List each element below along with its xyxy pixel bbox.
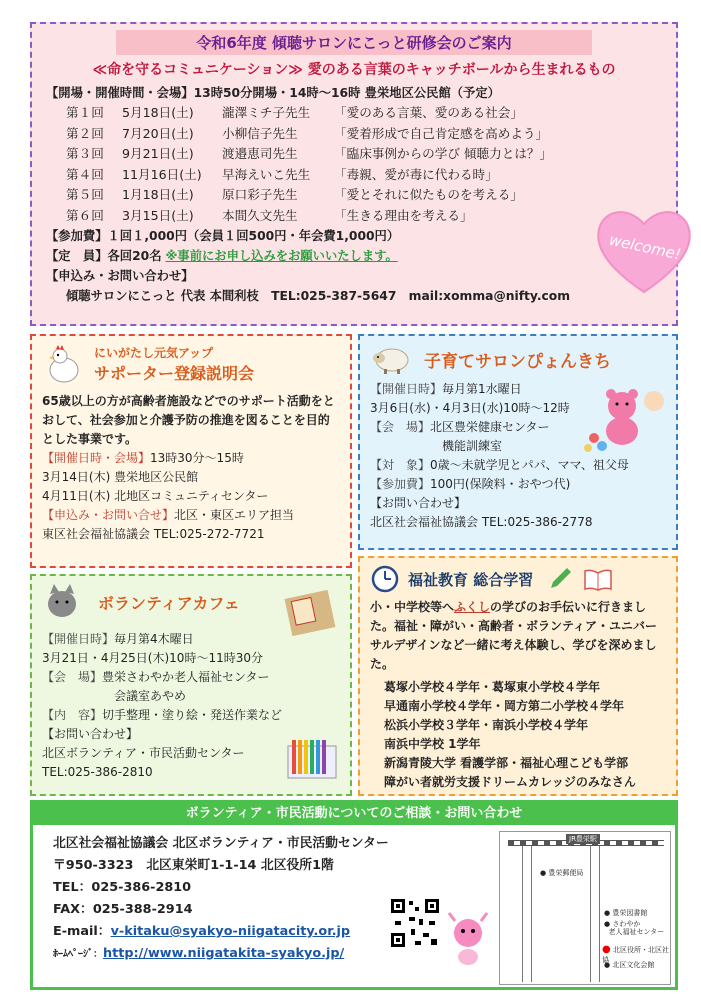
lecture-no: 第６回 xyxy=(66,207,104,223)
contact-org: 北区社会福祉協議会 北区ボランティア・市民活動センター xyxy=(53,836,389,851)
childcare-header xyxy=(370,342,666,376)
map[interactable] xyxy=(499,831,671,985)
lecture-teacher: 小柳信子先生 xyxy=(222,125,298,141)
email-link[interactable]: v-kitaku@syakyo-niigatacity.or.jp xyxy=(110,924,351,939)
school-item: 南浜中学校 1学年 xyxy=(384,737,481,751)
supporter-date-label: 【開催日時・会場】 xyxy=(42,451,151,465)
cafe-date-label: 【開催日時】 xyxy=(42,632,115,646)
map-post-office: ● 豊栄郵便局 xyxy=(540,869,584,877)
book-icon xyxy=(583,567,613,591)
sheep-icon xyxy=(370,342,410,376)
childcare-section xyxy=(358,334,678,550)
supporter-line1: 3月14日(木) 豊栄地区公民館 xyxy=(42,470,199,484)
seminar-subtitle: ≪命を守るコミュニケーション≫ 愛のある言葉のキャッチボールから生まれるもの xyxy=(92,62,616,78)
fee-line xyxy=(46,226,662,246)
lecture-row xyxy=(46,206,662,227)
supporter-titles xyxy=(94,344,254,384)
cafe-contact-tel: TEL:025-386-2810 xyxy=(42,765,153,779)
welfare-desc-pre: 小・中学校等へ xyxy=(370,600,455,614)
lecture-teacher: 早海えいこ先生 xyxy=(222,166,311,182)
childcare-contact-label: 【お問い合わせ】 xyxy=(370,496,467,510)
welfare-desc-post: の学びのお手伝いに行きました。福祉・障がい・高齢者・ボランティア・ユニバーサルデザインなど一緒に考え体験し、学びを深めました。 xyxy=(370,600,658,671)
cafe-contact-label: 【お問い合わせ】 xyxy=(42,727,139,741)
pencil-icon xyxy=(547,566,573,592)
stamp-icon xyxy=(284,590,336,636)
schedule-line xyxy=(46,83,662,103)
clock-icon xyxy=(370,564,400,594)
supporter-section xyxy=(30,334,352,568)
contact-bar: ボランティア・市民活動についてのご相談・お問い合わせ xyxy=(33,803,675,825)
lecture-no: 第５回 xyxy=(66,187,104,202)
lecture-teacher: 原口彩子先生 xyxy=(222,187,298,202)
map-station: JR豊栄駅 xyxy=(566,834,600,844)
lecture-row xyxy=(46,103,662,124)
lecture-date: 7月20日(土) xyxy=(122,125,194,141)
cafe-content-value: 切手整理・塗り絵・発送作業など xyxy=(102,708,283,722)
lecture-row xyxy=(46,185,662,206)
lecture-date: 1月18日(土) xyxy=(122,187,194,202)
web-link[interactable]: http://www.niigatakita-syakyo.jp/ xyxy=(103,946,345,961)
lecture-no: 第３回 xyxy=(66,146,104,161)
mascot-icon xyxy=(445,911,491,967)
map-hall-label: 北区文化会館 xyxy=(612,961,655,969)
childcare-contact-value: 北区社会福祉協議会 TEL:025-386-2778 xyxy=(370,515,593,529)
supporter-line2: 4月11日(木) 北地区コミュニティセンター xyxy=(42,489,269,503)
cafe-heading: ボランティアカフェ xyxy=(98,593,240,613)
lecture-topic: 「生きる理由を考える」 xyxy=(334,207,473,223)
lecture-row xyxy=(46,144,662,165)
contact-line xyxy=(46,266,662,286)
contact-value xyxy=(46,286,662,306)
welcome-badge-text: welcome! xyxy=(607,230,683,264)
school-item: 早通南小学校４学年・岡方第二小学校４学年 xyxy=(384,699,625,713)
childcare-target-label: 【対 象】 xyxy=(370,458,431,472)
contact-text: 傾聴サロンにこっと 代表 本間利枝 TEL:025-387-5647 mail:xomma@nifty.com xyxy=(66,289,571,303)
capacity-label: 【定 員】 xyxy=(46,249,108,263)
toys-icon xyxy=(582,376,668,456)
road-vertical xyxy=(522,846,532,982)
welfare-desc-highlight: ふくし xyxy=(454,600,491,614)
fee-value: １回１,000円（会員１回500円・年会費1,000円） xyxy=(107,229,400,243)
contact-tel: TEL：025-386-2810 xyxy=(53,880,192,895)
welfare-description xyxy=(370,598,666,674)
school-item: 障がい者就労支援ドリームカレッジのみなさん xyxy=(384,775,636,789)
lecture-topic: 「愛のある言葉、愛のある社会」 xyxy=(334,105,523,120)
capacity-value: 各回20名 xyxy=(107,249,162,263)
school-item: 新潟青陵大学 看護学部・福祉心理こども学部 xyxy=(384,756,629,770)
schedule-value: 13時50分開場・14時～16時 豊栄地区公民館（予定） xyxy=(193,86,500,100)
contact-label: 【申込み・お問い合わせ】 xyxy=(46,269,194,283)
cafe-place-room: 会議室あやめ xyxy=(114,689,187,703)
cat-icon xyxy=(42,582,82,622)
map-center-label1: さわやか xyxy=(612,920,641,928)
map-center: ● さわやか 老人福祉センター xyxy=(604,920,665,936)
childcare-target-value: 0歳～未就学児とパパ、ママ、祖父母 xyxy=(430,458,629,472)
school-item: 葛塚小学校４学年・葛塚東小学校４学年 xyxy=(384,680,601,694)
childcare-place-room: 機能訓練室 xyxy=(442,439,503,453)
contact-fax: FAX：025-388-2914 xyxy=(53,902,193,917)
supporter-contact-value: 北区・東区エリア担当 xyxy=(174,508,295,522)
childcare-place-value: 北区豊栄健康センター xyxy=(430,420,550,434)
cafe-place-line xyxy=(42,668,340,687)
cafe-content-line xyxy=(42,706,340,725)
map-post-label: 豊栄郵便局 xyxy=(548,869,584,877)
cafe-place-value: 豊栄さわやか老人福祉センター xyxy=(102,670,270,684)
childcare-fee-line xyxy=(370,475,666,494)
lecture-teacher: 本間久文先生 xyxy=(222,207,298,223)
childcare-fee-label: 【参加費】 xyxy=(370,477,431,491)
supporter-date-line xyxy=(42,449,340,468)
supporter-contact-line xyxy=(42,506,340,525)
map-hall: ● 北区文化会館 xyxy=(604,961,655,969)
school-item: 松浜小学校３学年・南浜小学校４学年 xyxy=(384,718,589,732)
supporter-contact-label: 【申込み・お問い合せ】 xyxy=(42,508,175,522)
map-library-label: 豊栄図書館 xyxy=(612,909,648,917)
map-library: ● 豊栄図書館 xyxy=(604,909,648,917)
lecture-teacher: 渡邉恵司先生 xyxy=(222,146,298,161)
lecture-date: 11月16日(土) xyxy=(122,166,202,182)
map-office-label: 北区役所・北区社協 xyxy=(602,946,669,964)
childcare-date-value: 毎月第1水曜日 xyxy=(442,382,522,396)
lecture-date: 9月21日(土) xyxy=(122,146,194,161)
lecture-teacher: 瀧澤ミチ子先生 xyxy=(222,105,311,120)
lecture-list xyxy=(46,103,662,226)
lecture-topic: 「愛着形成で自己肯定感を高めよう」 xyxy=(334,125,549,141)
volunteer-cafe-section xyxy=(30,574,352,796)
lecture-topic: 「臨床事例からの学び 傾聴力とは？」 xyxy=(334,146,553,161)
supporter-header xyxy=(42,342,340,386)
supporter-heading2: サポーター登録説明会 xyxy=(94,364,255,383)
welfare-heading: 福祉教育 総合学習 xyxy=(408,570,534,589)
lecture-topic: 「毒親、愛が毒に代わる時」 xyxy=(334,166,498,182)
cafe-place-label: 【会 場】 xyxy=(42,670,103,684)
lecture-no: 第２回 xyxy=(66,125,104,141)
lecture-topic: 「愛とそれに似たものを考える」 xyxy=(334,187,523,202)
childcare-heading: 子育てサロンぴょんきち xyxy=(424,351,611,372)
supporter-description: 65歳以上の方が高齢者施設などでのサポート活動をとおして、社会参加と介護予防の推進を図ることを目的とした事業です。 xyxy=(42,394,335,446)
childcare-place-label: 【会 場】 xyxy=(370,420,431,434)
lecture-no: 第１回 xyxy=(66,105,104,120)
childcare-target-line xyxy=(370,456,666,475)
welcome-heart-icon xyxy=(592,202,696,298)
supporter-heading1: にいがたし元気アップ xyxy=(94,346,214,360)
cafe-date-detail: 3月21日・4月25日(木)10時～11時30分 xyxy=(42,651,263,665)
seminar-title: 令和6年度 傾聴サロンにこっと研修会のご案内 xyxy=(116,30,592,55)
chicken-icon xyxy=(42,342,86,386)
lecture-row xyxy=(46,124,662,145)
childcare-date-detail: 3月6日(水)・4月3日(水)10時～12時 xyxy=(370,401,570,415)
cafe-contact-value: 北区ボランティア・市民活動センター xyxy=(42,746,245,760)
school-list xyxy=(370,678,666,792)
supporter-date-value: 13時30分～15時 xyxy=(150,451,244,465)
cafe-content-label: 【内 容】 xyxy=(42,708,103,722)
road-vertical-2 xyxy=(590,846,600,982)
map-center-label2: 老人福祉センター xyxy=(608,928,665,936)
seminar-section xyxy=(30,22,683,326)
lecture-date: 5月18日(土) xyxy=(122,105,194,120)
qr-code-icon[interactable] xyxy=(389,897,441,949)
colored-pencils-icon xyxy=(284,736,340,784)
welfare-header xyxy=(370,564,666,594)
childcare-fee-value: 100円(保険料・おやつ代) xyxy=(430,477,571,491)
capacity-note: ※事前にお申し込みをお願いいたします。 xyxy=(165,249,398,263)
childcare-date-label: 【開催日時】 xyxy=(370,382,443,396)
capacity-line xyxy=(46,246,662,266)
lecture-row xyxy=(46,165,662,186)
contact-address: 〒950-3323 北区東栄町1-1-14 北区役所1階 xyxy=(53,858,334,873)
supporter-contact-org: 東区社会福祉協議会 TEL:025-272-7721 xyxy=(42,527,265,541)
lecture-date: 3月15日(土) xyxy=(122,207,194,223)
email-label: E-mail： xyxy=(53,924,111,939)
lecture-no: 第４回 xyxy=(66,166,104,182)
schedule-label: 【開場・開催時間・会場】 xyxy=(46,86,194,100)
web-label: ﾎｰﾑﾍﾟｰｼﾞ： xyxy=(53,949,103,960)
map-office: ● 北区役所・北区社協 xyxy=(602,944,669,964)
cafe-date-value: 毎月第4木曜日 xyxy=(114,632,194,646)
contact-section xyxy=(30,800,678,990)
welfare-education-section xyxy=(358,556,678,796)
fee-label: 【参加費】 xyxy=(46,229,108,243)
